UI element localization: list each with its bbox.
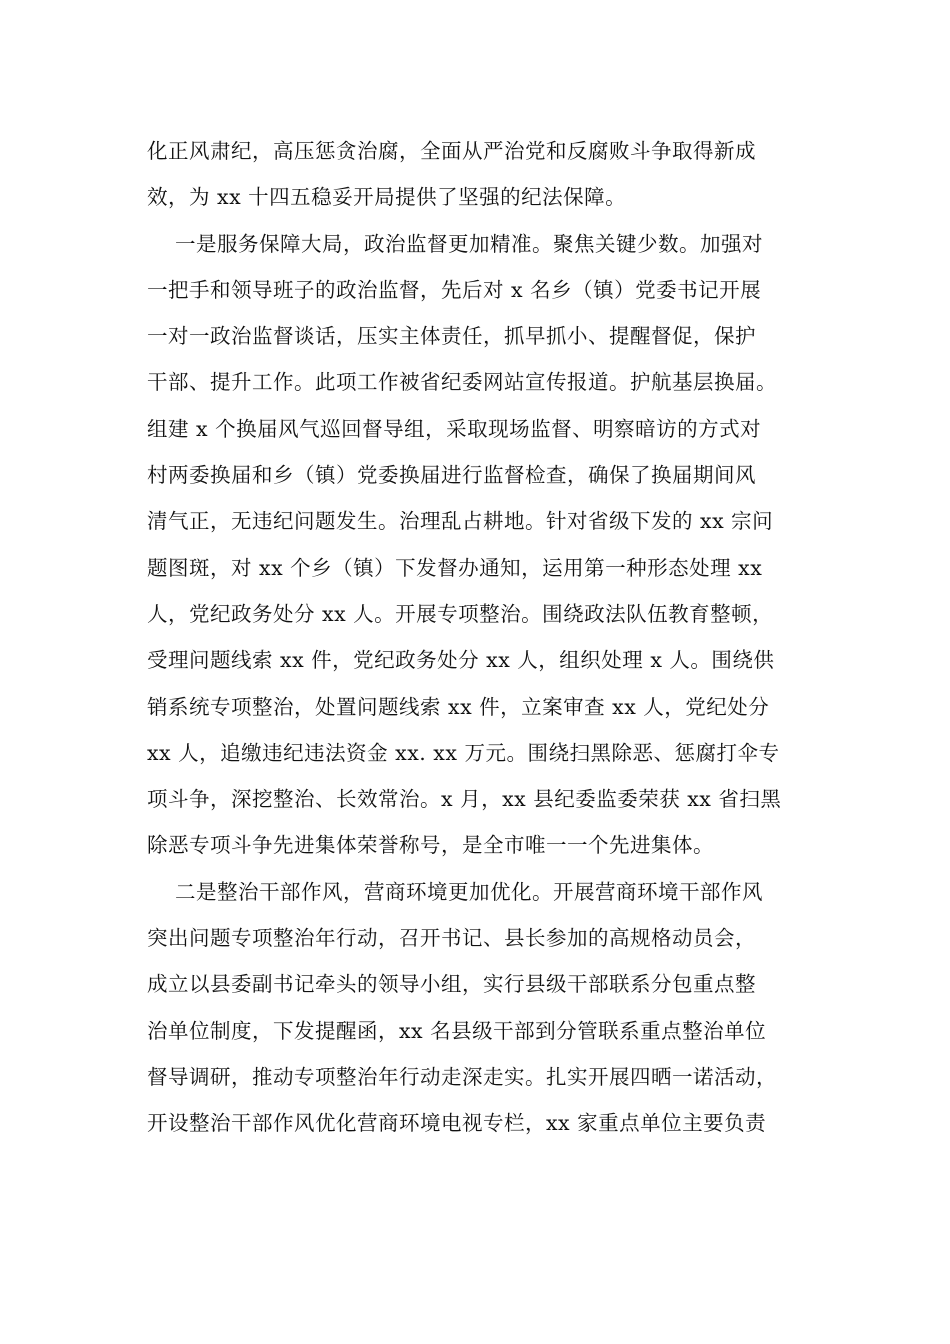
text-line: xx 人，追缴违纪违法资金 xx. xx 万元。围绕扫黑除恶、惩腐打伞专	[147, 740, 780, 765]
text-line: 干部、提升工作。此项工作被省纪委网站宣传报道。护航基层换届。	[147, 370, 777, 395]
paragraph-political-supervision	[147, 221, 827, 869]
text-line: 效，为 xx 十四五稳妥开局提供了坚强的纪法保障。	[147, 185, 627, 210]
text-line: 开设整治干部作风优化营商环境电视专栏，xx 家重点单位主要负责	[147, 1111, 767, 1136]
text-line: 一是服务保障大局，政治监督更加精准。聚焦关键少数。加强对	[175, 231, 763, 256]
text-line: 销系统专项整治，处置问题线索 xx 件，立案审查 xx 人，党纪处分	[147, 694, 770, 719]
text-line: 题图斑，对 xx 个乡（镇）下发督办通知，运用第一种形态处理 xx	[147, 555, 763, 580]
text-line: 一对一政治监督谈话，压实主体责任，抓早抓小、提醒督促，保护	[147, 324, 756, 349]
text-line: 一把手和领导班子的政治监督，先后对 x 名乡（镇）党委书记开展	[147, 277, 762, 302]
paragraph-intro	[147, 128, 827, 221]
text-line: 项斗争，深挖整治、长效常治。x 月，xx 县纪委监委荣获 xx 省扫黑	[147, 787, 782, 812]
text-line: 二是整治干部作风，营商环境更加优化。开展营商环境干部作风	[175, 879, 763, 904]
text-line: 督导调研，推动专项整治年行动走深走实。扎实开展四晒一诺活动，	[147, 1064, 777, 1089]
text-line: 清气正，无违纪问题发生。治理乱占耕地。针对省级下发的 xx 宗问	[147, 509, 774, 534]
text-line: 成立以县委副书记牵头的领导小组，实行县级干部联系分包重点整	[147, 972, 756, 997]
text-line: 治单位制度，下发提醒函，xx 名县级干部到分管联系重点整治单位	[147, 1018, 767, 1043]
text-line: 受理问题线索 xx 件，党纪政务处分 xx 人，组织处理 x 人。围绕供	[147, 648, 775, 673]
document-body	[147, 128, 827, 1147]
text-line: 除恶专项斗争先进集体荣誉称号，是全市唯一一个先进集体。	[147, 833, 714, 858]
text-line: 人，党纪政务处分 xx 人。开展专项整治。围绕政法队伍教育整顿，	[147, 601, 774, 626]
paragraph-cadre-work-style	[147, 869, 827, 1147]
text-line: 化正风肃纪，高压惩贪治腐，全面从严治党和反腐败斗争取得新成	[147, 139, 756, 163]
text-line: 突出问题专项整治年行动，召开书记、县长参加的高规格动员会，	[147, 926, 756, 951]
text-line: 组建 x 个换届风气巡回督导组，采取现场监督、明察暗访的方式对	[147, 416, 762, 441]
text-line: 村两委换届和乡（镇）党委换届进行监督检查，确保了换届期间风	[147, 463, 756, 488]
